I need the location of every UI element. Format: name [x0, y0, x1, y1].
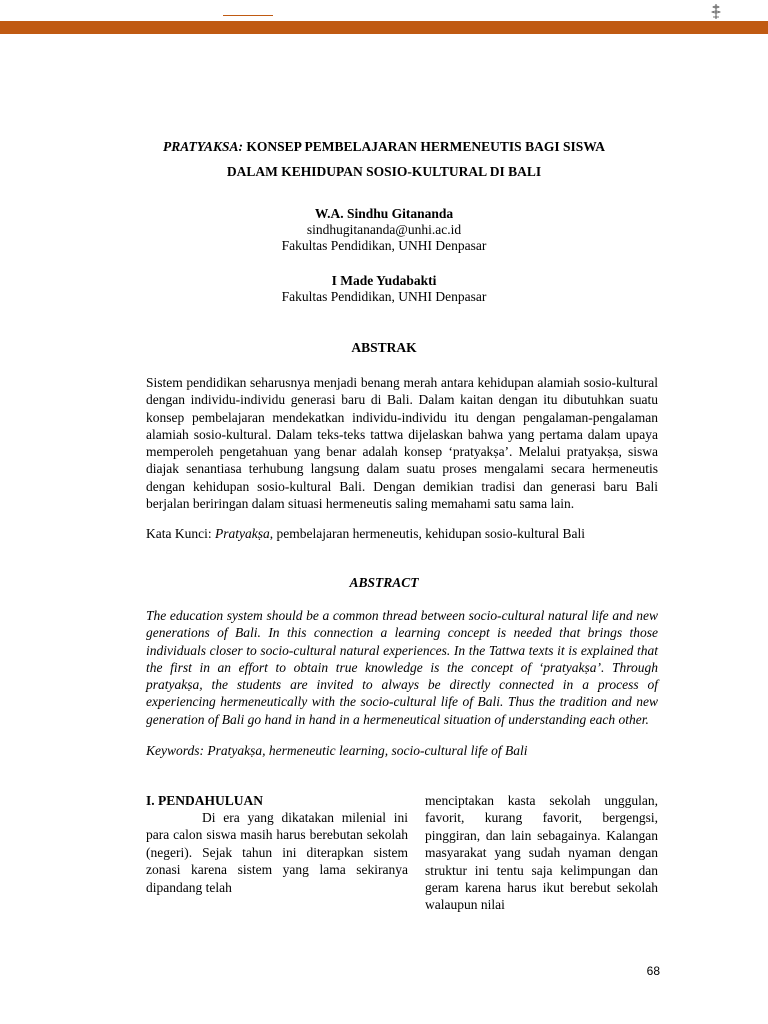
abstract-heading: ABSTRACT [349, 575, 419, 590]
abstrak-heading: ABSTRAK [351, 340, 417, 355]
abstract-body: The education system should be a common thread between socio-cultural natural life and new generations of Bali. In this connection a learning concept is needed that brings those individuals closer to socio-cultural natural experiences. In the Tattwa texts it is explained that the first in an effort to obtain true knowledge is the concept of ‘pratyakṣa’. Through pratyakṣa, the students are invited to always be directly connected in a process of experiencing hermeneutically with the socio-cultural life of Bali. Thus the tradition and new generation of Bali go hand in hand in a hermeneutical situation of understanding each other. [146, 608, 658, 727]
abstrak-body: Sistem pendidikan seharusnya menjadi benang merah antara kehidupan alamiah sosio-kultural dengan individu-individu generasi baru di Bali. Dalam kaitan dengan itu dibutuhkan suatu konsep pembelajaran mendekatkan individu-individu itu dengan pengalaman-pengalaman alamiah sosio-kultural. Dalam teks-teks tattwa dijelaskan bahwa yang pertama dalam upaya memperoleh pengetahuan yang benar adalah konsep ‘pratyakṣa’. Melalui pratyakṣa, siswa diajak senantiasa terhubung langsung dalam suatu proses mengalami secara hermeneutis dengan kehidupan sosio-kultural Bali. Dengan demikian tradisi dan generasi baru Bali berjalan beriringan dalam situasi hermeneutis saling memahami satu sama lain. [146, 375, 658, 512]
author-name: I Made Yudabakti [331, 273, 437, 288]
paper-title-line-1 [120, 139, 648, 155]
abstrak-keywords [146, 525, 658, 542]
paper-title-italic: PRATYAKSA: [163, 139, 244, 154]
header-strip [0, 0, 768, 22]
keywords-label: Kata Kunci: [146, 526, 215, 541]
section-left-column-text: Di era yang dikatakan milenial ini para calon siswa masih harus berebutan sekolah (negeri). Sejak tahun ini diterapkan sistem zonasi karena sistem yang lama sekiranya dipandang telah [146, 810, 408, 895]
header-underline [223, 15, 273, 16]
paper-title-line-2: DALAM KEHIDUPAN SOSIO-KULTURAL DI BALI [226, 164, 542, 179]
paper-title-rest: KONSEP PEMBELAJARAN HERMENEUTIS BAGI SISWA [243, 139, 605, 154]
author-email: sindhugitananda@unhi.ac.id [306, 222, 462, 237]
section-right-column-text: menciptakan kasta sekolah unggulan, favorit, kurang favorit, bergengsi, pinggiran, dan lain sebagainya. Kalangan masyarakat yang sudah nyaman dengan struktur ini tentu saja kelimpungan dan geram karena harus ikut berebut sekolah walaupun nilai [425, 793, 658, 913]
keywords-rest: , pembelajaran hermeneutis, kehidupan sosio-kultural Bali [269, 526, 586, 541]
abstract-keywords: Keywords: Pratyakṣa, hermeneutic learning, socio-cultural life of Bali [146, 743, 528, 758]
journal-logo-icon [708, 3, 724, 21]
author-affiliation: Fakultas Pendidikan, UNHI Denpasar [281, 289, 487, 304]
keywords-italic-term: Pratyakṣa [214, 526, 270, 541]
author-name: W.A. Sindhu Gitananda [314, 206, 454, 221]
author-affiliation: Fakultas Pendidikan, UNHI Denpasar [281, 238, 487, 253]
header-bar [0, 22, 768, 34]
page-number: 68 [646, 964, 660, 978]
section-heading: I. PENDAHULUAN [146, 793, 264, 808]
